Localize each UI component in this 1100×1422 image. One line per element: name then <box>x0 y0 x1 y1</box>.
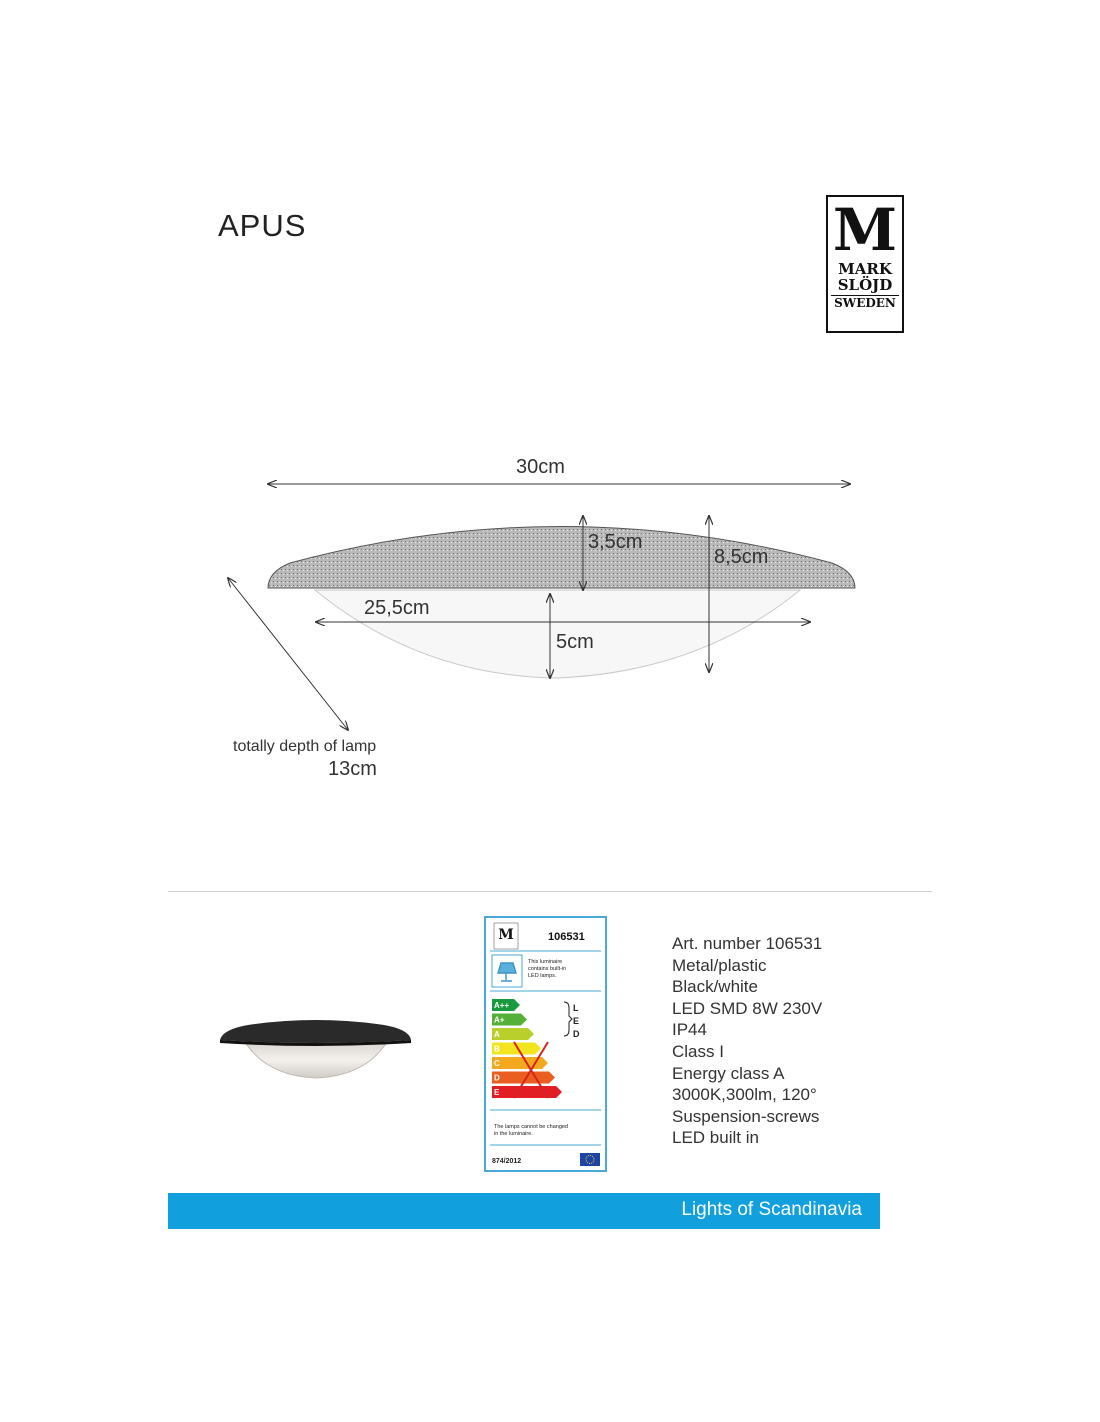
logo-letter: M <box>832 196 898 264</box>
dim-diffuser-height: 5cm <box>556 631 594 653</box>
product-photo <box>215 1018 415 1088</box>
energy-class-label: A <box>494 1030 500 1039</box>
logo-line3: SWEDEN <box>831 295 899 310</box>
energy-label-graphic <box>486 918 605 1170</box>
section-divider <box>168 891 932 892</box>
dim-width-total: 30cm <box>516 456 565 478</box>
energy-class-label: D <box>494 1073 500 1083</box>
info-line-1: This luminaire <box>528 959 563 965</box>
energy-bar-4 <box>492 1057 548 1069</box>
energy-class-label: E <box>494 1088 500 1097</box>
logo-line1: MARK <box>838 260 892 278</box>
energy-class-label: A++ <box>494 1001 510 1010</box>
energy-class-label: B <box>494 1044 500 1054</box>
spec-item: Black/white <box>672 977 758 997</box>
spec-item: 3000K,300lm, 120° <box>672 1085 817 1105</box>
logo-line2: SLÖJD <box>837 276 893 294</box>
product-title: APUS <box>218 208 307 243</box>
led-letter-d: D <box>573 1029 580 1039</box>
led-letter-e: E <box>573 1016 580 1026</box>
energy-class-label: C <box>494 1059 500 1068</box>
energy-bars <box>492 999 562 1098</box>
spec-item: LED built in <box>672 1128 759 1148</box>
depth-label: totally depth of lamp <box>233 738 377 755</box>
info-line-2: contains built-in <box>528 966 567 972</box>
dim-shade-height: 3,5cm <box>588 531 643 553</box>
spec-list <box>672 933 822 1149</box>
energy-class-label: A+ <box>494 1015 505 1025</box>
note-line-1: The lamps cannot be changed <box>494 1124 568 1130</box>
mini-logo-letter: M <box>498 927 514 943</box>
spec-item: Energy class A <box>672 1063 785 1083</box>
energy-bar-6 <box>492 1086 562 1098</box>
spec-item: LED SMD 8W 230V <box>672 998 823 1018</box>
energy-label <box>484 916 607 1172</box>
dim-diffuser-width: 25,5cm <box>364 597 430 619</box>
info-line-3: LED lamps. <box>528 973 557 979</box>
spec-item: Metal/plastic <box>672 955 767 975</box>
spec-item: Art. number 106531 <box>672 934 823 953</box>
led-letter-l: L <box>573 1003 579 1013</box>
spec-item: Class I <box>672 1041 724 1061</box>
dim-total-height: 8,5cm <box>714 546 769 568</box>
eu-flag <box>580 1153 600 1166</box>
spec-item: IP44 <box>672 1020 707 1040</box>
regulation-number: 874/2012 <box>492 1158 522 1165</box>
footer-banner <box>168 1193 880 1229</box>
depth-value: 13cm <box>328 758 377 780</box>
spec-item: Suspension-screws <box>672 1106 820 1126</box>
note-line-2: in the luminaire. <box>494 1131 533 1137</box>
energy-article: 106531 <box>548 931 585 943</box>
footer-tagline: Lights of Scandinavia <box>681 1199 862 1220</box>
